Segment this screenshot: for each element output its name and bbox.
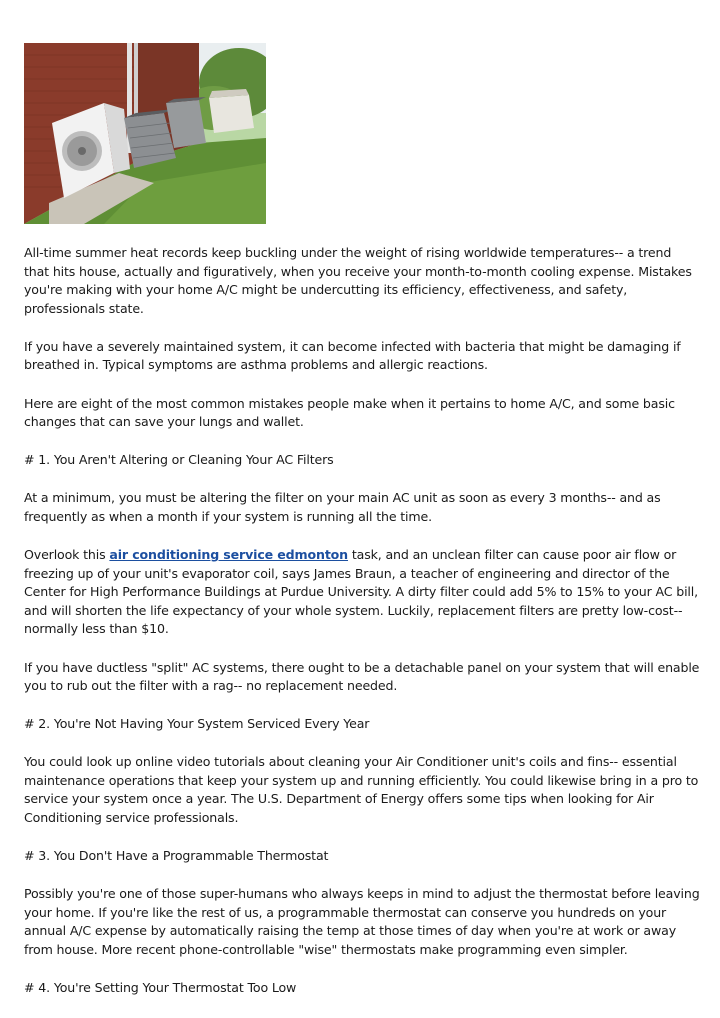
- article-body: [24, 244, 700, 1017]
- paragraph-text-before-link: Overlook this: [24, 547, 110, 563]
- section-heading: # 2. You're Not Having Your System Serviced Every Year: [24, 716, 370, 732]
- article-paragraph-with-link: [24, 546, 700, 639]
- section-heading: # 1. You Aren't Altering or Cleaning Your AC Filters: [24, 452, 334, 468]
- section-heading: # 3. You Don't Have a Programmable Thermostat: [24, 848, 329, 864]
- article-paragraph: All-time summer heat records keep buckling under the weight of rising worldwide temperatures-- a trend that hits house, actually and figuratively, when you receive your month-to-month cooling expense. Mistakes you're making with your home A/C might be undercutting its efficiency, effectiveness, and safety, professionals state.: [24, 245, 692, 316]
- article-paragraph: At a minimum, you must be altering the filter on your main AC unit as soon as every 3 months-- and as frequently as when a month if your system is running all the time.: [24, 490, 661, 524]
- paragraph-text-after-link: task, and an unclean filter can cause poor air flow or freezing up of your unit's evaporator coil, says James Braun, a teacher of engineering and director of the Center for High Performance Buildings at Purdue University. A dirty filter could add 5% to 15% to your AC bill, and will shorten the life expectancy of your whole system. Luckily, replacement filters are pretty low-cost-- normally less than $10.: [24, 547, 698, 637]
- air-conditioning-service-link[interactable]: air conditioning service edmonton: [109, 547, 349, 563]
- article-paragraph: Possibly you're one of those super-humans who always keeps in mind to adjust the thermostat before leaving your home. If you're like the rest of us, a programmable thermostat can conserve you hundreds on your annual A/C expense by automatically raising the temp at those times of day when you're at work or away from house. More recent phone-controllable "wise" thermostats make programming even simpler.: [24, 886, 700, 958]
- article-photo-ac-units: [24, 43, 266, 224]
- article-paragraph: If you have ductless "split" AC systems, there ought to be a detachable panel on your system that will enable you to rub out the filter with a rag-- no replacement needed.: [24, 659, 700, 694]
- section-heading: # 4. You're Setting Your Thermostat Too Low: [24, 980, 297, 996]
- article-paragraph: Here are eight of the most common mistakes people make when it pertains to home A/C, and some basic changes that can save your lungs and wallet.: [24, 395, 675, 430]
- article-paragraph: If you have a severely maintained system, it can become infected with bacteria that might be damaging if breathed in. Typical symptoms are asthma problems and allergic reactions.: [24, 338, 681, 373]
- article-paragraph: You could look up online video tutorials about cleaning your Air Conditioner unit's coils and fins-- essential maintenance operations that keep your system up and running efficiently. You could likewise bring in a pro to service your system once a year. The U.S. Department of Energy offers some tips when looking for Air Conditioning service professionals.: [24, 754, 699, 826]
